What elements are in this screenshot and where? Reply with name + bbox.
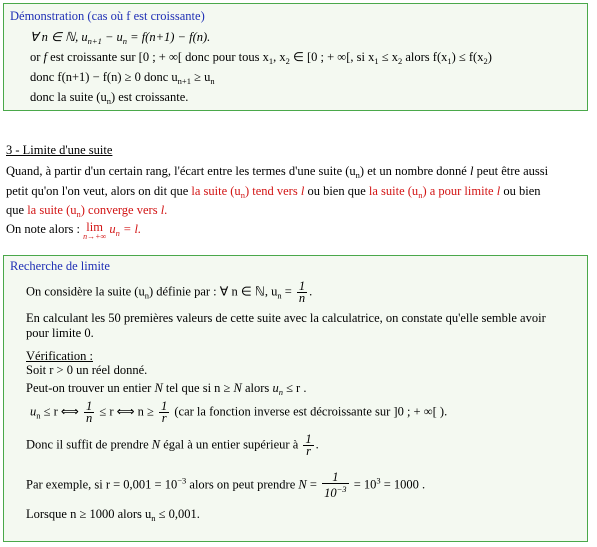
calculator-line-2: pour limite 0. [26, 326, 94, 340]
example-line: Par exemple, si $r = 0,001 = 10^{-3}$ alors on peut prendre N = $\frac{1}{10^{-3}}$ = $10^3 = 1000$ . [26, 470, 426, 500]
limit-search-box [3, 255, 588, 542]
final-line: Lorsque n ≥ 1000 alors $u_n \le 0,001$. [26, 507, 200, 523]
calculator-line-1: En calculant les 50 premières valeurs de cette suite avec la calculatrice, on constate qu'elle semble avoir [26, 311, 546, 325]
limit-search-title: Recherche de limite [10, 259, 110, 273]
demo-line-4: donc la suite $(u_n)$ est croissante. [30, 90, 189, 106]
verification-heading: Vérification : [26, 349, 93, 363]
demo-line-3: donc f(n+1) − f(n) ≥ 0 donc $u_{n+1} \ge u_n$ [30, 70, 215, 86]
demo-line-1: ∀ n ∈ ℕ, $u_{n+1} - u_n = f(n+1) - f(n)$. [30, 30, 211, 46]
demonstration-title: Démonstration (cas où f est croissante) [10, 9, 205, 23]
conclusion-line: Donc il suffit de prendre N égal à un entier supérieur à $\frac{1}{r}$ . [26, 432, 319, 458]
sequence-definition: On considère la suite $(u_n)$ définie par : ∀ n ∈ ℕ, $u_n$ = $\frac{1}{n}$ . [26, 279, 313, 305]
definition-line-1: Quand, à partir d'un certain rang, l'écart entre les termes d'une suite $(u_n)$ et un nombre donné l peut être aussi [6, 164, 549, 180]
equivalence-line: $u_n \le r$ ⟺ $\frac{1}{n}$ ≤ r ⟺ n ≥ $\frac{1}{r}$ (car la fonction inverse est décroissante sur ]0 ; + ∞[ ). [30, 399, 448, 425]
verification-line-2: Peut-on trouver un entier N tel que si n ≥ N alors $u_n \le r$ . [26, 381, 307, 397]
definition-line-2: petit qu'on l'on veut, alors on dit que la suite $(u_n)$ tend vers l ou bien que la suite $(u_n)$ a pour limite l ou bien [6, 184, 541, 200]
verification-line-1: Soit r > 0 un réel donné. [26, 363, 148, 377]
definition-line-3: que la suite $(u_n)$ converge vers l. [6, 203, 168, 219]
demonstration-box [3, 3, 588, 111]
notation-line: On note alors : lim n→+∞ $u_n = l$. [6, 220, 142, 241]
section-heading: 3 - Limite d'une suite [6, 143, 113, 157]
demo-line-2: or f est croissante sur [0 ; + ∞[ donc pour tous $x_1$, $x_2$ ∈ [0 ; + ∞[, si $x_1 \le x_2$ alors $f(x_1) \le f(x_2)$ [30, 50, 492, 66]
